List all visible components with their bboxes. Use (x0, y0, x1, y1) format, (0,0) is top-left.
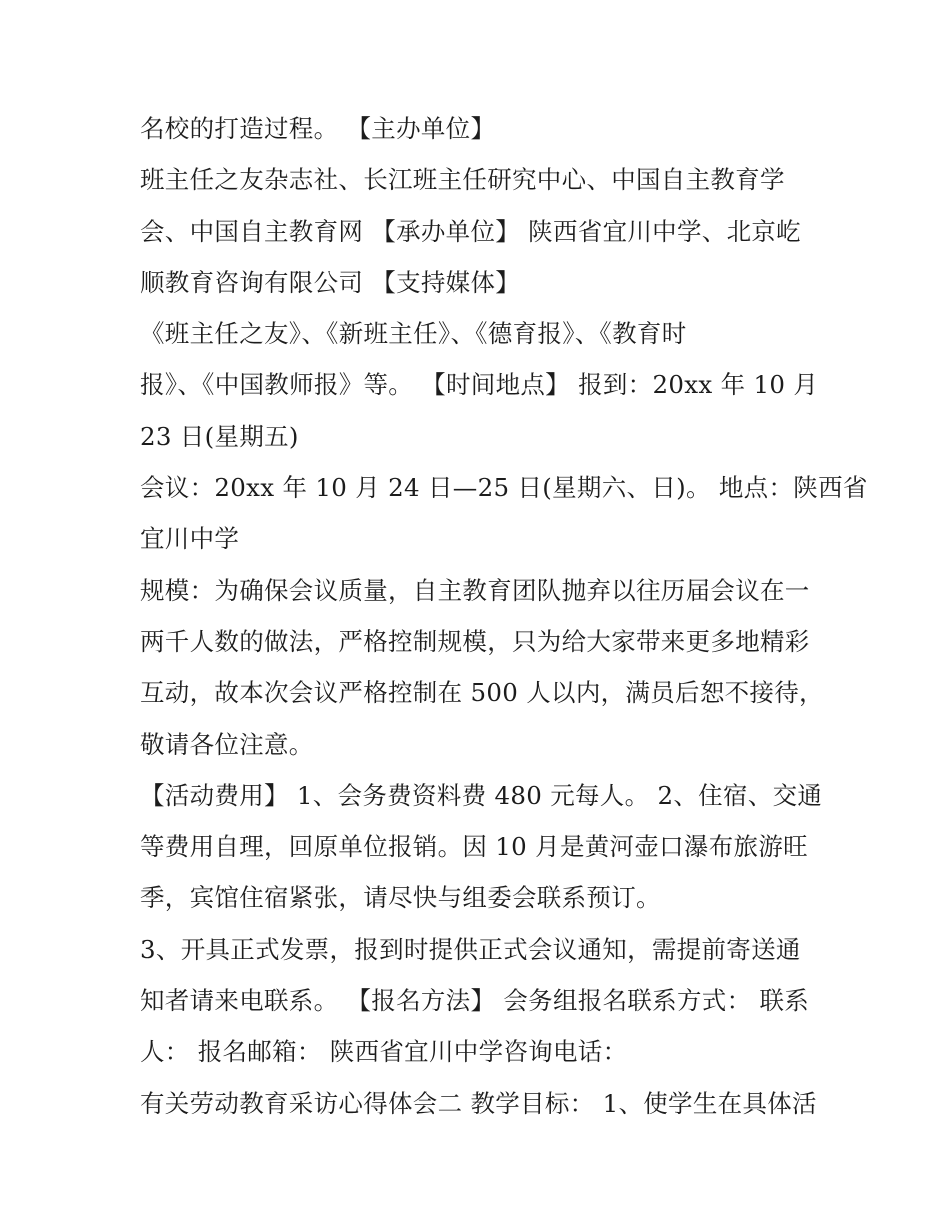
text-line: 等费用自理，回原单位报销。因 10 月是黄河壶口瀑布旅游旺 (140, 832, 808, 862)
text-line: 两千人数的做法，严格控制规模，只为给大家带来更多地精彩 (140, 626, 810, 656)
text-line: 报》、《中国教师报》等。 【时间地点】 报到：20xx 年 10 月 (140, 370, 819, 400)
text-line: 人： 报名邮箱： 陕西省宜川中学咨询电话： (140, 1037, 628, 1067)
text-line: 班主任之友杂志社、长江班主任研究中心、中国自主教育学 (140, 165, 785, 195)
text-line: 知者请来电联系。 【报名方法】 会务组报名联系方式： 联系 (140, 986, 810, 1016)
text-line: 23 日(星期五) (140, 421, 299, 451)
document-body (140, 103, 868, 1129)
text-line: 互动，故本次会议严格控制在 500 人以内，满员后恕不接待， (140, 678, 824, 708)
text-line: 有关劳动教育采访心得体会二 教学目标： 1、使学生在具体活 (140, 1088, 817, 1118)
text-line: 【活动费用】 1、会务费资料费 480 元每人。 2、住宿、交通 (140, 780, 823, 810)
text-line: 季，宾馆住宿紧张，请尽快与组委会联系预订。 (140, 883, 661, 913)
text-line: 顺教育咨询有限公司 【支持媒体】 (140, 267, 521, 297)
text-line: 规模：为确保会议质量，自主教育团队抛弃以往历届会议在一 (140, 575, 810, 605)
text-line: 敬请各位注意。 (140, 729, 314, 759)
text-line: 会议：20xx 年 10 月 24 日—25 日(星期六、日)。 地点：陕西省 (140, 473, 868, 503)
text-line: 宜川中学 (140, 524, 240, 554)
text-line: 3、开具正式发票，报到时提供正式会议通知，需提前寄送通 (140, 934, 801, 964)
text-line: 名校的打造过程。 【主办单位】 (140, 114, 496, 143)
text-line: 会、中国自主教育网 【承办单位】 陕西省宜川中学、北京屹 (140, 216, 801, 246)
text-line: 《班主任之友》、《新班主任》、《德育报》、《教育时 (140, 319, 687, 349)
